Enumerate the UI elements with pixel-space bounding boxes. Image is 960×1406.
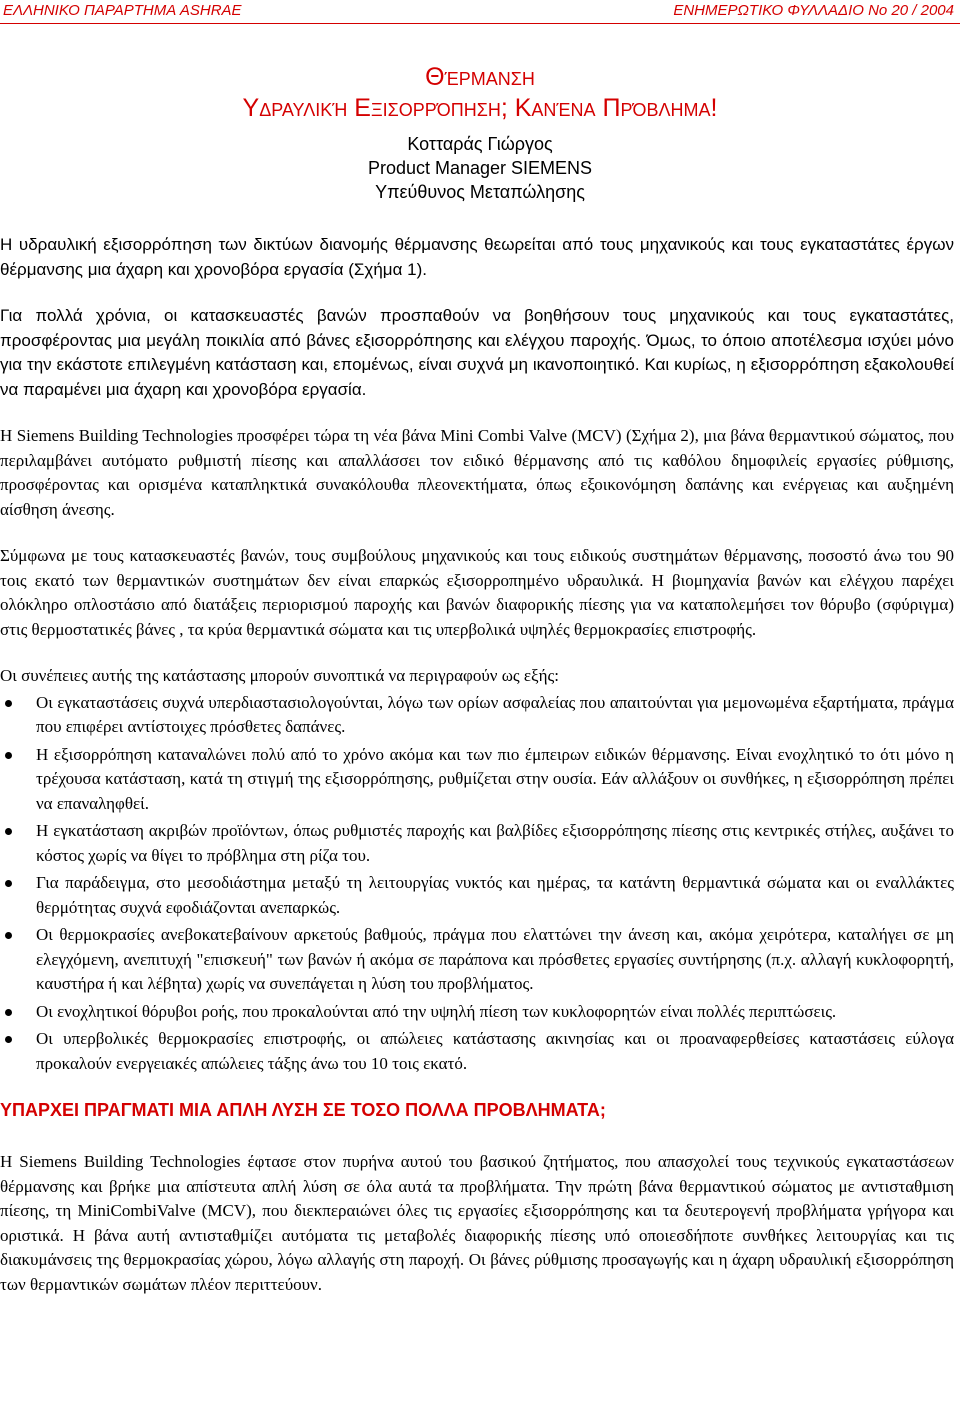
author-role: Product Manager SIEMENS [367, 158, 593, 178]
list-item-text: Η εγκατάσταση ακριβών προϊόντων, όπως ρυθμιστές παροχής και βαλβίδες εξισορρόπησης πίεσης στις κεντρικές στήλες, αυξάνει το κόστος χωρίς να θίγει το πρόβλημα στη ρίζα του. [36, 821, 954, 865]
header-left-text: ΕΛΛΗΝΙΚΟ ΠΑΡΑΡΤΗΜΑ ASHRAE [3, 2, 242, 19]
header-right-text: ΕΝΗΜΕΡΩΤΙΚΟ ΦΥΛΛΑΔΙΟ Νο 20 / 2004 [673, 2, 954, 19]
author-dept: Υπεύθυνος Μεταπώλησης [375, 182, 585, 202]
list-item [0, 819, 954, 868]
bullet-icon [5, 752, 12, 759]
header-divider [0, 23, 960, 24]
paragraph-valves-history: Για πολλά χρόνια, οι κατασκευαστές βανών προσπαθούν να βοηθήσουν τους μηχανικούς και τους εγκαταστάτες, προσφέροντας μια μεγάλη ποικιλία από βάνες εξισορρόπησης και ελέγχου παροχής. Όμως, το όποιο αποτέλεσμα ισχύει μόνο για την εκάστοτε επιλεγμένη κατάσταση και, επομένως, είναι συχνά μη ικανοποιητικό. Και κυρίως, η εξισορρόπηση εξακολουθεί να παραμένει μια άχαρη και χρονοβόρα εργασία. [0, 306, 954, 399]
list-item-text: Οι εγκαταστάσεις συχνά υπερδιαστασιολογούνται, λόγω των ορίων ασφαλείας που απαιτούνται για μεμονωμένα εξαρτήματα, πράγμα που επιφέρει αντίστοιχες πρόσθετες δαπάνες. [36, 692, 954, 736]
bullet-icon [5, 880, 12, 887]
list-item-text: Για παράδειγμα, στο μεσοδιάστημα μεταξύ τη λειτουργίας νυκτός και ημέρας, τα κατάντη θερμαντικά σώματα και οι εναλλάκτες θερμότητας συχνά εφοδιάζονται ανεπαρκώς. [36, 873, 954, 917]
list-item [0, 923, 954, 997]
list-item [0, 1000, 954, 1025]
list-item-text: Η εξισορρόπηση καταναλώνει πολύ από το χρόνο ακόμα και των πιο έμπειρων ειδικών θέρμανσης. Είναι ενοχλητικό το ότι μόνο η τρέχουσα κατάσταση, κατά τη στιγμή της εξισορρόπησης, ρυθμίζεται στην ουσία. Εάν αλλάξουν οι συνθήκες, η εξισορρόπηση πρέπει να επαναληφθεί. [36, 744, 954, 813]
paragraph-consequences-intro: Οι συνέπειες αυτής της κατάστασης μπορούν συνοπτικά να περιγραφούν ως εξής: [0, 666, 559, 685]
article-body [0, 233, 954, 1319]
title-block [0, 62, 960, 124]
paragraph-mcv-intro: Η Siemens Building Technologies προσφέρει τώρα τη νέα βάνα Mini Combi Valve (MCV) (Σχήμα 2), μια βάνα θερμαντικού σώματος, που περιλαμβάνει αυτόματο ρυθμιστή πίεσης και απαλλάσσει τον ειδικό θέρμανσης από τις καθόλου δημοφιλείς εργασίες ρύθμισης, προσφέροντας και ορισμένα καταπληκτικά συνακόλουθα πλεονεκτήματα, όπως εξοικονόμηση δαπάνης και ενέργειας και αυξημένη αίσθηση άνεσης. [0, 426, 954, 519]
list-item [0, 691, 954, 740]
list-item-text: Οι ενοχλητικοί θόρυβοι ροής, που προκαλούνται από την υψηλή πίεση των κυκλοφορητών είναι πολλές περιπτώσεις. [36, 1001, 837, 1021]
consequences-list [0, 691, 954, 1077]
bullet-icon [5, 828, 12, 835]
list-item [0, 1027, 954, 1076]
section-heading: ΥΠΑΡΧΕΙ ΠΡΑΓΜΑΤΙ ΜΙΑ ΑΠΛΗ ΛΥΣΗ ΣΕ ΤΟΣΟ ΠΟΛΛΑ ΠΡΟΒΛΗΜΑΤΑ; [0, 1100, 606, 1120]
paragraph-statistics: Σύμφωνα με τους κατασκευαστές βανών, τους συμβούλους μηχανικούς και τους ειδικούς συστημάτων θέρμανσης, ποσοστό άνω του 90 τοις εκατό των θερμαντικών συστημάτων δεν είναι επαρκώς εξισορροπημένο υδραυλικά. Η βιομηχανία βανών και ελέγχου παρέχει ολόκληρο οπλοστάσιο από διατάξεις περιορισμού παροχής και βανών διαφορικής πίεσης για να καταπολεμήσει τον θόρυβο (σφύριγμα) στις θερμοστατικές βάνες , τα κρύα θερμαντικά σώματα και τις υπερβολικά υψηλές θερμοκρασίες επιστροφής. [0, 546, 954, 639]
list-item-text: Οι θερμοκρασίες ανεβοκατεβαίνουν αρκετούς βαθμούς, πράγμα που ελαττώνει την άνεση και, ακόμα χειρότερα, καταλήγει σε μη ελεγχόμενη, ανεπιτυχή "επισκευή" των βανών ή ακόμα σε παράπονα και πρόσθετες εργασίες συντήρησης (π.χ. αλλαγή κυκλοφορητή, καυστήρα ή και λέβητα) χωρίς να συνεπάγεται η λύση του προβλήματος. [36, 925, 954, 993]
bullet-icon [5, 932, 12, 939]
title-line-2: Υδραυλική Εξισορρόπηση; Κανένα Πρόβλημα! [242, 94, 718, 122]
bullet-icon [5, 700, 12, 707]
bullet-icon [5, 1036, 12, 1043]
list-item [0, 871, 954, 920]
bullet-icon [5, 1009, 12, 1016]
paragraph-solution: Η Siemens Building Technologies έφτασε στον πυρήνα αυτού του βασικού ζητήματος, που απασχολεί τους τεχνικούς εγκαταστάσεων θέρμανσης και βρήκε μια απίστευτα απλή λύση σε όλα αυτά τα προβλήματα. Την πρώτη βάνα θερμαντικού σώματος με αντισταθμιση πίεσης, τη MiniCombiValve (MCV), που διεκπεραιώνει όλες τις εργασίες εξισορρόπησης και τα δευτερογενή προβλήματα γρήγορα και οριστικά. Η βάνα αυτή αντισταθμίζει αυτόματα τις μεταβολές διαφορικής πίεσης υπό οποιεσδήποτε συνθήκες λειτουργίας και τις διακυμάνσεις της θερμοκρασίας χώρου, λόγω αλλαγής στη παροχή. Οι βάνες ρύθμισης προσαγωγής και η άχαρη υδραυλική εξισορρόπηση των θερμαντικών σωμάτων πλέον περιττεύουν. [0, 1152, 954, 1294]
list-item [0, 743, 954, 817]
paragraph-intro: Η υδραυλική εξισορρόπηση των δικτύων διανομής θέρμανσης θεωρείται από τους μηχανικούς και τους εγκαταστάτες έργων θέρμανσης μια άχαρη και χρονοβόρα εργασία (Σχήμα 1). [0, 235, 954, 279]
list-item-text: Οι υπερβολικές θερμοκρασίες επιστροφής, οι απώλειες κατάστασης ακινησίας και οι προαναφερθείσες καταστάσεις εύλογα προκαλούν ενεργειακές απώλειες τάξης άνω του 10 τοις εκατό. [36, 1029, 954, 1073]
author-block [0, 132, 960, 204]
author-name: Κοτταράς Γιώργος [407, 134, 553, 154]
title-line-1: Θέρμανση [425, 63, 535, 91]
